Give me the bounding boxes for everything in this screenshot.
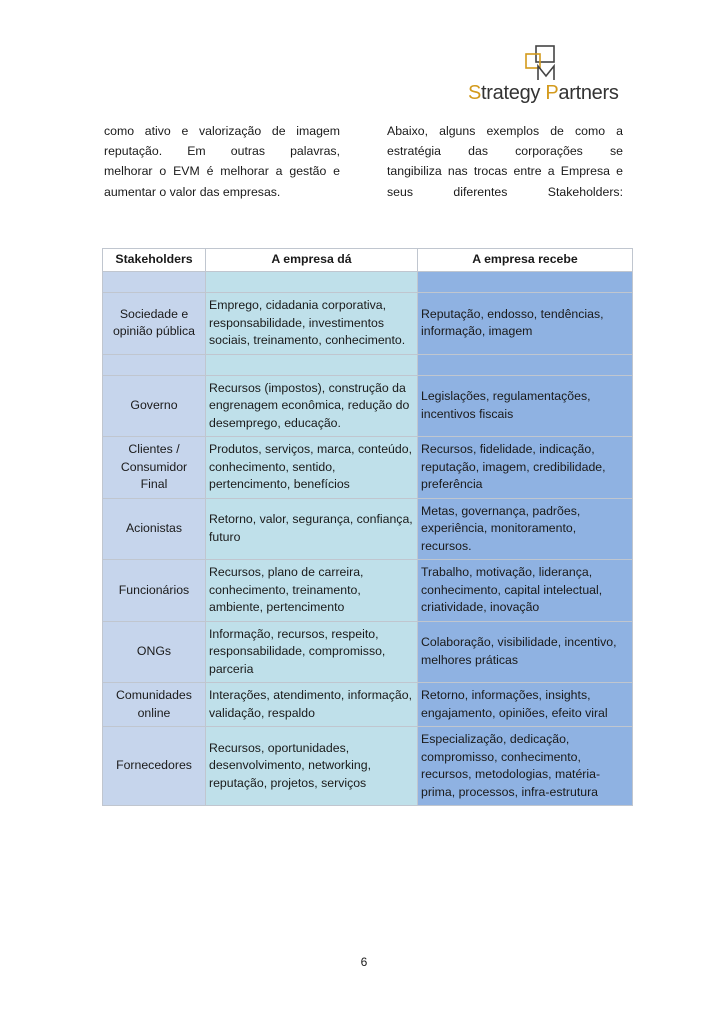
header-company-gives: A empresa dá [206, 249, 418, 272]
receives-cell: Trabalho, motivação, liderança, conhecimento, capital intelectual, criatividade, inovação [418, 560, 633, 622]
table-row [103, 437, 633, 499]
table-row [103, 621, 633, 683]
header-stakeholders: Stakeholders [103, 249, 206, 272]
table-row [103, 683, 633, 727]
table-row [103, 498, 633, 560]
stakeholder-cell: Clientes / Consumidor Final [103, 437, 206, 499]
gives-cell: Informação, recursos, respeito, responsabilidade, compromisso, parceria [206, 621, 418, 683]
intro-left-line: como ativo e valorização de imagem [104, 124, 340, 138]
stakeholders-table [102, 248, 633, 806]
receives-cell: Retorno, informações, insights, engajamento, opiniões, efeito viral [418, 683, 633, 727]
gives-cell: Recursos, plano de carreira, conhecimento, treinamento, ambiente, pertencimento [206, 560, 418, 622]
table-row [103, 293, 633, 355]
header-company-receives: A empresa recebe [418, 249, 633, 272]
table-header-row [103, 249, 633, 272]
table-row [103, 375, 633, 437]
stakeholder-cell: Acionistas [103, 498, 206, 560]
receives-cell: Reputação, endosso, tendências, informação, imagem [418, 293, 633, 355]
gives-cell: Interações, atendimento, informação, validação, respaldo [206, 683, 418, 727]
gives-cell: Emprego, cidadania corporativa, responsabilidade, investimentos sociais, treinamento, conhecimento. [206, 293, 418, 355]
table-row [103, 560, 633, 622]
receives-cell: Especialização, dedicação, compromisso, conhecimento, recursos, metodologias, matéria-prima, processos, infra-estrutura [418, 727, 633, 806]
intro-left-line: aumentar o valor das empresas. [104, 184, 281, 199]
receives-cell: Legislações, regulamentações, incentivos fiscais [418, 375, 633, 437]
page-number: 6 [360, 955, 368, 969]
stakeholder-cell: Comunidades online [103, 683, 206, 727]
stakeholder-cell: Governo [103, 375, 206, 437]
stakeholder-cell: ONGs [103, 621, 206, 683]
intro-left-line: melhorar o EVM é melhorar a gestão e [104, 164, 340, 179]
intro-right-column [387, 121, 623, 202]
gives-cell: Retorno, valor, segurança, confiança, futuro [206, 498, 418, 560]
intro-right-line: estratégia das corporações se [387, 144, 623, 159]
intro-left-column [104, 121, 340, 202]
receives-cell: Colaboração, visibilidade, incentivo, melhores práticas [418, 621, 633, 683]
gives-cell: Produtos, serviços, marca, conteúdo, conhecimento, sentido, pertencimento, benefícios [206, 437, 418, 499]
receives-cell: Recursos, fidelidade, indicação, reputação, imagem, credibilidade, preferência [418, 437, 633, 499]
intro-right-line: Abaixo, alguns exemplos de como a [387, 124, 623, 138]
logo-wordmark: Strategy Partners [468, 82, 619, 104]
gives-cell: Recursos, oportunidades, desenvolvimento, networking, reputação, projetos, serviços [206, 727, 418, 806]
stakeholder-cell: Funcionários [103, 560, 206, 622]
intro-left-line: reputação. Em outras palavras, [104, 144, 340, 159]
intro-right-line: seus diferentes Stakeholders: [387, 184, 623, 199]
stakeholder-cell: Sociedade e opinião pública [103, 293, 206, 355]
receives-cell: Metas, governança, padrões, experiência, monitoramento, recursos. [418, 498, 633, 560]
intro-right-line: tangibiliza nas trocas entre a Empresa e [387, 164, 623, 179]
stakeholder-cell: Fornecedores [103, 727, 206, 806]
table-row [103, 727, 633, 806]
gives-cell: Recursos (impostos), construção da engrenagem econômica, redução do desemprego, educação. [206, 375, 418, 437]
